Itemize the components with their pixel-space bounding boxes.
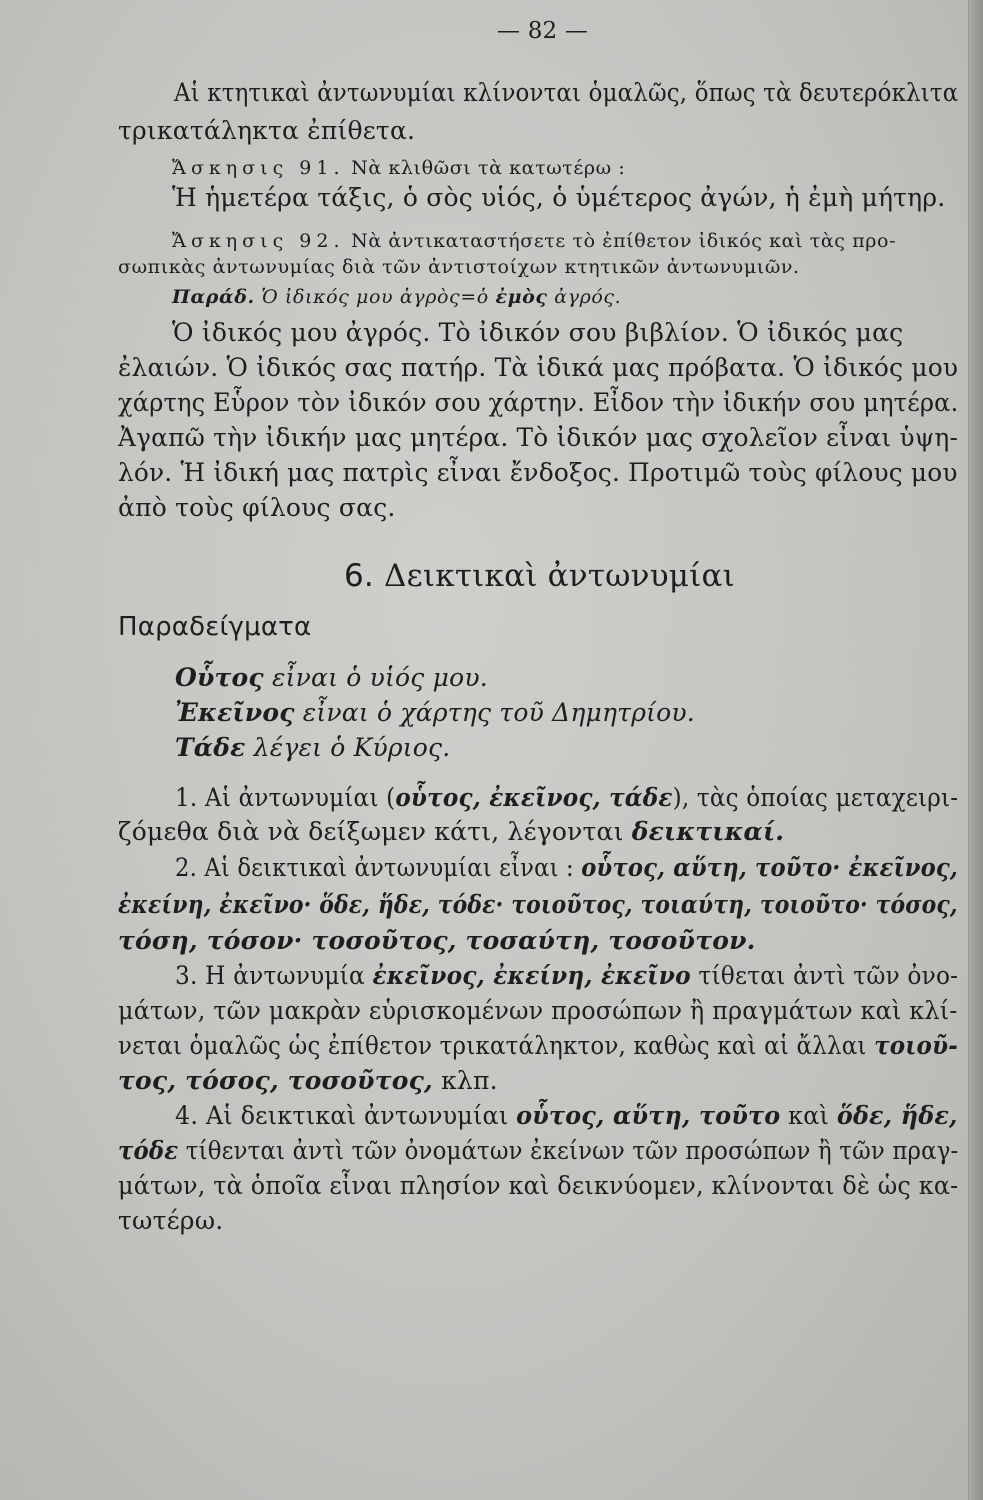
rule-bold: οὗτος, ἐκεῖνος, τάδε [395,783,673,812]
rule-text: καὶ [780,1101,837,1130]
exercise-91-label: Ἄσκησις 91. [172,157,345,179]
exercise-92-line: χάρτης Εὗρον τὸν ἰδικόν σου χάρτην. Εἶδον τὴν ἰδικήν σου μητέρα. [118,388,959,417]
rule-text: 3. Η ἀντωνυμία [175,961,373,990]
rule-2-line-3: τόση, τόσον· τοσοῦτος, τοσαύτη, τοσοῦτον. [118,926,756,955]
exercise-92-line: λόν. Ἡ ἰδική μας πατρὶς εἶναι ἔνδοξος. Προτιμῶ τοὺς φίλους μου [118,458,958,487]
rule-text: 4. Αἱ δεικτικαὶ ἀντωνυμίαι [175,1101,517,1130]
rule-text: 1. Αἱ ἀντωνυμίαι ( [175,783,396,812]
exercise-92-line: Ἀγαπῶ τὴν ἰδικήν μας μητέρα. Τὸ ἰδικόν μας σχολεῖον εἶναι ὑψη- [118,423,959,452]
exercise-92-instruction-2: σωπικὰς ἀντωνυμίας διὰ τῶν ἀντιστοίχων κτητικῶν ἀντωνυμιῶν. [118,256,800,278]
rule-4-line-2 [118,1136,958,1166]
examples-heading: Παραδείγματα [118,612,312,642]
rule-3-line-1 [175,961,958,991]
rule-bold: δεικτικαί. [631,817,785,846]
example-end: ἀγρός. [554,286,622,308]
example-sentence [175,698,695,728]
example-pronoun: Οὗτος [175,663,264,692]
rule-2-line-2: ἐκείνη, ἐκεῖνο· ὅδε, ἥδε, τόδε· τοιοῦτος, τοιαύτη, τοιοῦτο· τόσος, [118,890,958,919]
intro-line-1: Αἱ κτητικαὶ ἀντωνυμίαι κλίνονται ὁμαλῶς, ὅπως τὰ δευτερόκλιτα [174,78,959,107]
rule-text: νεται ὁμαλῶς ὡς ἐπίθετον τρικατάληκτον, καθὼς καὶ αἱ ἄλλαι [118,1031,875,1060]
rule-bold: ὅδε, ἥδε, [836,1101,958,1130]
exercise-91-instruction: Νὰ κλιθῶσι τὰ κατωτέρω : [351,157,626,179]
example-rest: λέγει ὁ Κύριος. [245,733,451,762]
rule-bold: τος, τόσος, τοσοῦτος, [118,1066,433,1095]
rule-3-line-2: μάτων, τῶν μακρὰν εὑρισκομένων προσώπων ἢ πραγμάτων καὶ κλί- [118,996,958,1025]
rule-bold: οὗτος, αὕτη, τοῦτο [516,1101,781,1130]
rule-bold: τοιοῦ- [874,1031,958,1060]
example-rest: εἶναι ὁ υἱός μου. [263,663,488,692]
section-title [344,558,735,594]
rule-1-line-2 [118,817,784,847]
example-rest: εἶναι ὁ χάρτης τοῦ Δημητρίου. [294,698,695,727]
exercise-92-instruction: Νὰ ἀντικαταστήσετε τὸ ἐπίθετον ἰδικός καὶ τὰς προ- [351,230,897,252]
section-title-text: Δεικτικαὶ ἀντωνυμίαι [384,558,735,594]
example-sentence [175,733,450,763]
rule-text: ), τὰς ὁποίας μεταχειρι- [672,783,959,812]
rule-text: τίθεται ἀντὶ τῶν ὀνο- [690,961,959,990]
rule-text: ζόμεθα διὰ νὰ δείξωμεν κάτι, λέγονται [118,817,632,846]
section-number: 6. [344,558,374,594]
rule-bold: τόδε [118,1136,179,1165]
page-edge [968,0,983,1500]
rule-bold: ἐκεῖνος, ἐκείνη, ἐκεῖνο [372,961,691,990]
example-bold: ἐμὸς [495,286,548,308]
example-pronoun: Ἐκεῖνος [175,698,295,727]
example-text: Ὁ ἰδικός μου ἀγρὸς=ὁ [261,286,489,308]
exercise-92-line: ἀπὸ τοὺς φίλους σας. [118,493,396,522]
example-sentence [175,663,488,693]
example-pronoun: Τάδε [175,733,246,762]
rule-3-line-3 [118,1031,958,1061]
page-number: — 82 — [497,18,589,44]
rule-text: κλπ. [432,1066,498,1095]
example-label: Παράδ. [172,286,255,308]
intro-line-2: τρικατάληκτα ἐπίθετα. [118,116,416,145]
rule-text: τίθενται ἀντὶ τῶν ὀνομάτων ἐκείνων τῶν προσώπων ἢ τῶν πραγ- [178,1136,959,1165]
rule-3-line-4 [118,1066,498,1096]
exercise-91-text: Ἡ ἡμετέρα τάξις, ὁ σὸς υἱός, ὁ ὑμέτερος ἀγών, ἡ ἐμὴ μήτηρ. [172,183,946,212]
exercise-92-line: Ὁ ἰδικός μου ἀγρός. Τὸ ἰδικόν σου βιβλίον. Ὁ ἰδικός μας [172,318,904,347]
exercise-92-example [172,282,621,312]
rule-4-line-3: μάτων, τὰ ὁποῖα εἶναι πλησίον καὶ δεικνύομεν, κλίνονται δὲ ὡς κα- [118,1171,959,1200]
exercise-91-heading [172,153,625,183]
rule-text: 2. Αἱ δεικτικαὶ ἀντωνυμίαι εἶναι : [175,853,582,882]
exercise-92-label: Ἄσκησις 92. [172,230,345,252]
rule-1-line-1 [175,783,958,813]
exercise-92-line: ἐλαιών. Ὁ ἰδικός σας πατήρ. Τὰ ἰδικά μας πρόβατα. Ὁ ἰδικός μου [118,353,959,382]
rule-2-line-1 [175,853,958,883]
rule-bold: οὗτος, αὕτη, τοῦτο· ἐκεῖνος, [581,853,958,882]
rule-4-line-1 [175,1101,958,1131]
rule-4-line-4: τωτέρω. [118,1206,224,1235]
